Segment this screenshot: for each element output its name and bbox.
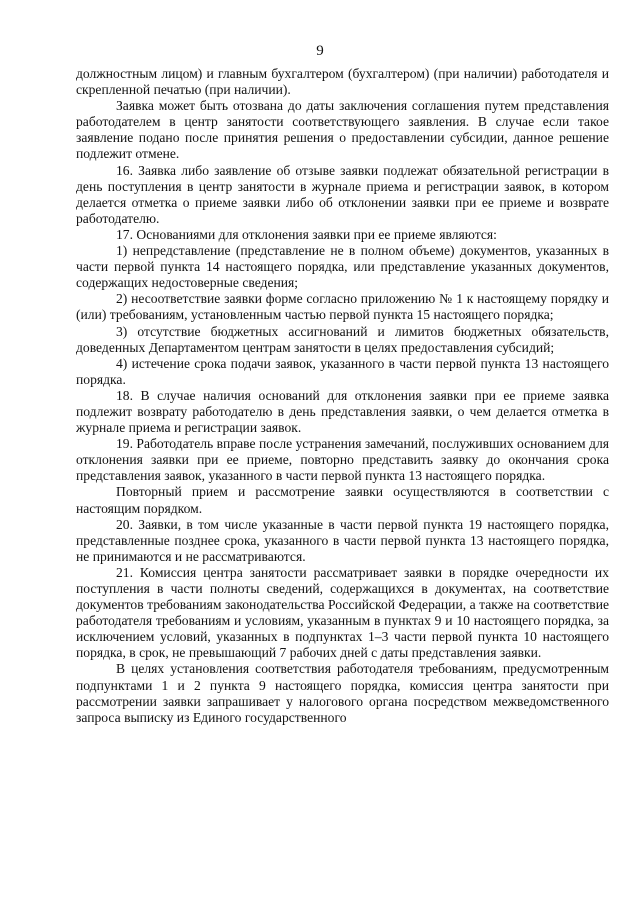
paragraph-signature-continuation: должностным лицом) и главным бухгалтером (бухгалтером) (при наличии) работодателя и скрепленной печатью (при наличии). xyxy=(76,66,609,98)
paragraph-17-item-2: 2) несоответствие заявки форме согласно приложению № 1 к настоящему порядку и (или) требованиям, установленным частью первой пункта 15 настоящего порядка; xyxy=(76,291,609,323)
paragraph-17-item-4: 4) истечение срока подачи заявок, указанного в части первой пункта 13 настоящего порядка. xyxy=(76,355,609,387)
paragraph-16: 16. Заявка либо заявление об отзыве заявки подлежат обязательной регистрации в день поступления в центр занятости в журнале приема и регистрации заявок, в котором делается отметка о приеме заявки либо об отклонении заявки при ее приеме и возврате работодателю. xyxy=(76,162,609,226)
paragraph-19: 19. Работодатель вправе после устранения замечаний, послуживших основанием для отклонения заявки при ее приеме, повторно представить заявку до окончания срока представления заявок, указанного в части первой пункта 13 настоящего порядка. xyxy=(76,436,609,484)
paragraph-20: 20. Заявки, в том числе указанные в части первой пункта 19 настоящего порядка, представленные позднее срока, указанного в части первой пункта 13 настоящего порядка, не принимаются и не рассматриваются. xyxy=(76,516,609,564)
paragraph-17-item-3: 3) отсутствие бюджетных ассигнований и лимитов бюджетных обязательств, доведенных Департаментом центрам занятости в целях предоставления субсидий; xyxy=(76,323,609,355)
paragraph-17-item-1: 1) непредставление (представление не в полном объеме) документов, указанных в части первой пункта 14 настоящего порядка, или представление указанных документов, содержащих недостоверные сведения; xyxy=(76,243,609,291)
paragraph-21-verification: В целях установления соответствия работодателя требованиям, предусмотренным подпунктами 1 и 2 пункта 9 настоящего порядка, комиссия центра занятости при рассмотрении заявки запрашивает у налогового органа посредством межведомственного запроса выписку из Единого государственного xyxy=(76,661,609,725)
paragraph-17: 17. Основаниями для отклонения заявки при ее приеме являются: xyxy=(116,226,497,242)
paragraph-withdrawal: Заявка может быть отозвана до даты заключения соглашения путем представления работодателем в центр занятости соответствующего заявления. В случае если такое заявление подано после принятия решения о предоставлении субсидии, данное решение подлежит отмене. xyxy=(76,98,609,162)
document-body xyxy=(76,66,609,726)
paragraph-21: 21. Комиссия центра занятости рассматривает заявки в порядке очередности их поступления в части полноты сведений, содержащихся в документах, на соответствие документов требованиям законодательства Российской Федерации, а также на соответствие работодателя требованиям и условиям, указанным в пунктах 9 и 10 настоящего порядка, за исключением условий, указанных в подпунктах 1–3 части первой пункта 10 настоящего порядка, в срок, не превышающий 7 рабочих дней с даты представления заявки. xyxy=(76,564,609,661)
paragraph-resubmission: Повторный прием и рассмотрение заявки осуществляются в соответствии с настоящим порядком. xyxy=(76,484,609,516)
paragraph-18: 18. В случае наличия оснований для отклонения заявки при ее приеме заявка подлежит возврату работодателю в день представления заявки, о чем делается отметка в журнале приема и регистрации заявок. xyxy=(76,387,609,436)
page-number: 9 xyxy=(316,43,324,59)
